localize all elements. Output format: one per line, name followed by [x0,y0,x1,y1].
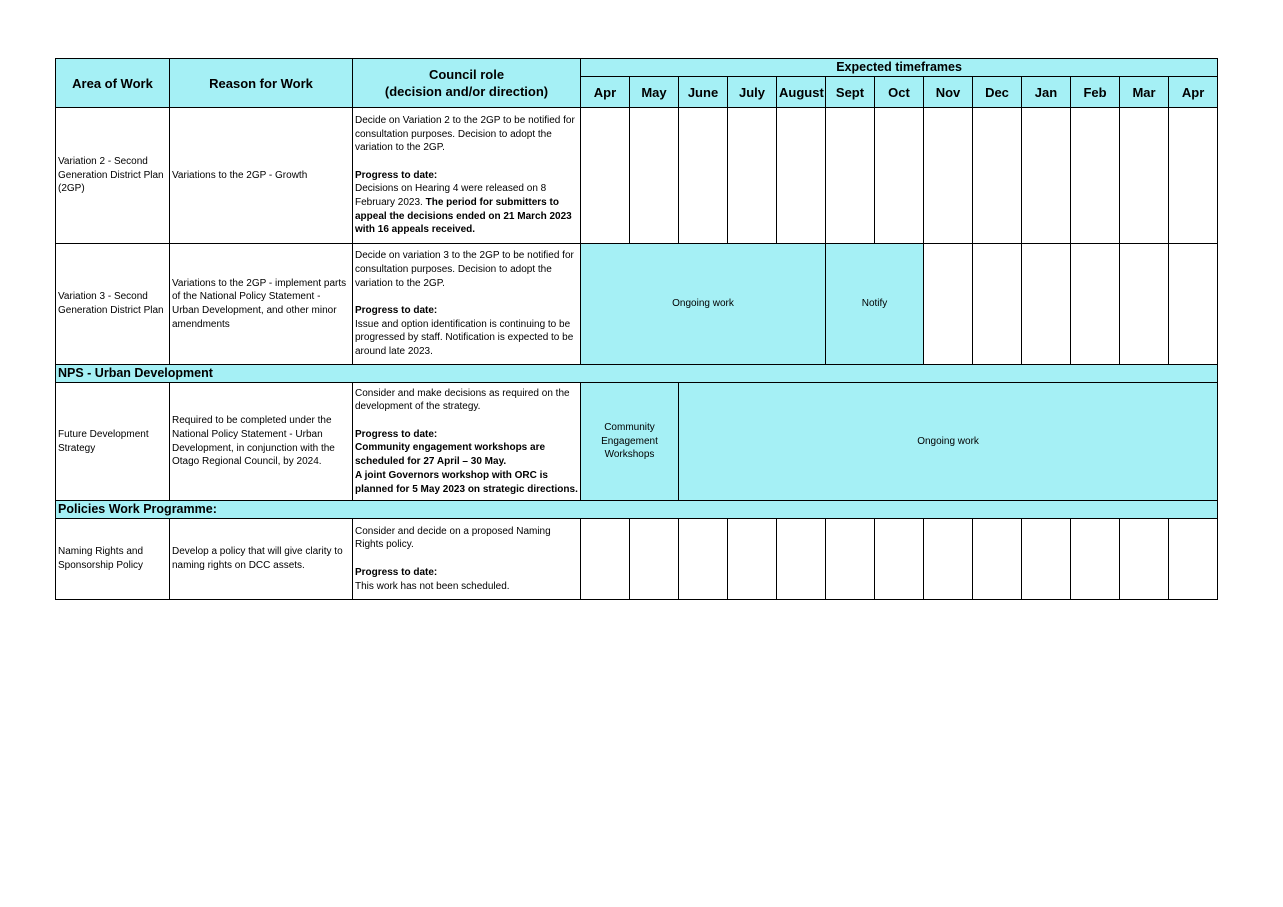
month-header: Jan [1022,77,1071,108]
timeline-bar-ongoing-work: Ongoing work [581,244,826,365]
role-intro: Consider and make decisions as required on the development of the strategy. [355,387,570,413]
month-cell [630,108,679,244]
table-row [56,244,1218,365]
council-role-cell [353,244,581,365]
month-header: Dec [973,77,1022,108]
table-row [56,519,1218,600]
month-header: June [679,77,728,108]
progress-label: Progress to date: [355,304,438,316]
month-cell [826,108,875,244]
month-cell [924,519,973,600]
month-cell [826,519,875,600]
progress-bold-text: The period for submitters to appeal the decisions ended on 21 March 2023 with 16 appeals received. [355,197,572,236]
month-cell [728,108,777,244]
progress-bold-text: A joint Governors workshop with ORC is planned for 5 May 2023 on strategic directions. [355,469,578,495]
month-header: May [630,77,679,108]
month-cell [1071,244,1120,365]
month-cell [924,108,973,244]
month-cell [777,519,826,600]
reason-cell: Variations to the 2GP - implement parts of the National Policy Statement - Urban Development, and other minor amendments [170,244,353,365]
header-council-role-line1: Council role [428,67,505,82]
progress-label: Progress to date: [355,566,438,578]
month-cell [1120,519,1169,600]
month-cell [1022,244,1071,365]
role-progress [355,169,578,238]
month-header: Apr [581,77,630,108]
role-intro: Decide on variation 3 to the 2GP to be notified for consultation purposes. Decision to adopt the variation to the 2GP. [355,250,574,289]
month-cell [1169,519,1218,600]
area-cell: Variation 2 - Second Generation District Plan (2GP) [56,108,170,244]
role-intro: Decide on Variation 2 to the 2GP to be notified for consultation purposes. Decision to adopt the variation to the 2GP. [355,114,575,154]
month-cell [777,108,826,244]
month-cell [875,519,924,600]
month-header: Mar [1120,77,1169,108]
section-heading-nps: NPS - Urban Development [56,365,1218,383]
month-cell [1022,519,1071,600]
area-cell: Naming Rights and Sponsorship Policy [56,519,170,600]
month-cell [1169,108,1218,244]
month-header: Oct [875,77,924,108]
progress-label: Progress to date: [355,428,438,440]
month-cell [728,519,777,600]
council-role-cell [353,519,581,600]
progress-bold-text: Community engagement workshops are scheduled for 27 April – 30 May. [355,442,546,468]
header-expected-timeframes: Expected timeframes [581,59,1218,77]
header-council-role-line2: (decision and/or direction) [384,84,549,99]
month-cell [1071,108,1120,244]
reason-cell: Variations to the 2GP - Growth [170,108,353,244]
month-cell [679,519,728,600]
reason-cell: Develop a policy that will give clarity to naming rights on DCC assets. [170,519,353,600]
role-intro: Consider and decide on a proposed Naming Rights policy. [355,525,551,551]
progress-text: Issue and option identification is continuing to be progressed by staff. Notification is expected to be around late 2023. [355,318,574,358]
month-cell [581,519,630,600]
timeline-bar-ongoing-work: Ongoing work [679,383,1218,501]
work-programme-table [55,58,1218,600]
month-header: August [777,77,826,108]
month-header: July [728,77,777,108]
reason-cell: Required to be completed under the National Policy Statement - Urban Development, in conjunction with the Otago Regional Council, by 2024. [170,383,353,501]
month-cell [1022,108,1071,244]
header-area-of-work: Area of Work [56,59,170,108]
progress-text: Decisions on Hearing 4 were released on 8 February 2023. [355,183,547,209]
timeline-bar-notify: Notify [826,244,924,365]
role-progress [355,304,578,359]
council-role-cell [353,108,581,244]
month-header: Sept [826,77,875,108]
month-cell [1120,108,1169,244]
month-cell [1169,244,1218,365]
month-cell [1071,519,1120,600]
table-row [56,108,1218,244]
progress-text: This work has not been scheduled. [355,580,510,592]
month-cell [679,108,728,244]
month-cell [630,519,679,600]
month-header: Feb [1071,77,1120,108]
role-progress [355,428,578,497]
header-council-role [353,59,581,108]
month-cell [973,519,1022,600]
role-progress [355,566,578,593]
progress-label: Progress to date: [355,169,438,181]
council-role-cell [353,383,581,501]
month-cell [581,108,630,244]
month-cell [875,108,924,244]
area-cell: Future Development Strategy [56,383,170,501]
timeline-bar-community-engagement: Community Engagement Workshops [581,383,679,501]
month-cell [924,244,973,365]
table-row [56,383,1218,501]
month-cell [973,108,1022,244]
section-row [56,365,1218,383]
area-cell: Variation 3 - Second Generation District Plan [56,244,170,365]
month-header: Apr [1169,77,1218,108]
section-heading-policies: Policies Work Programme: [56,501,1218,519]
month-header: Nov [924,77,973,108]
month-cell [973,244,1022,365]
month-cell [1120,244,1169,365]
header-reason-for-work: Reason for Work [170,59,353,108]
section-row [56,501,1218,519]
